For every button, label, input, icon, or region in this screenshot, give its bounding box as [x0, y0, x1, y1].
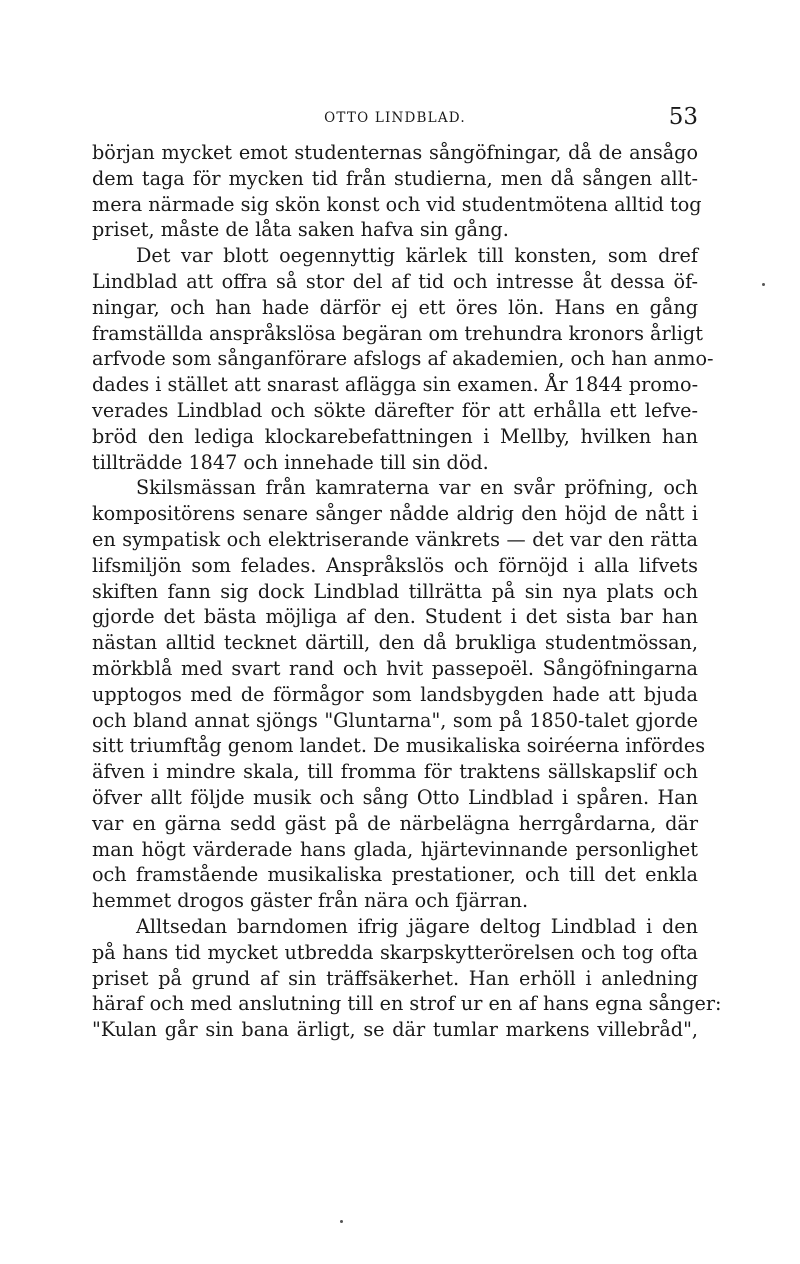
text-line: dem taga för mycken tid från studierna, men då sången allt-	[92, 166, 698, 190]
page-number: 53	[668, 104, 698, 130]
text-line: och bland annat sjöngs "Gluntarna", som på 1850-talet gjorde	[92, 708, 698, 732]
text-line: Det var blott oegennyttig kärlek till konsten, som dref	[136, 244, 698, 268]
paragraph-1	[92, 140, 702, 243]
text-line: kompositörens senare sånger nådde aldrig den höjd de nått i	[92, 502, 698, 526]
text-line: Alltsedan barndomen ifrig jägare deltog Lindblad i den	[136, 914, 698, 938]
paragraph-4	[92, 914, 722, 1043]
text-line: bröd den lediga klockarebefattningen i Mellby, hvilken han	[92, 424, 698, 448]
text-line: och framstående musikaliska prestationer, och till det enkla	[92, 863, 698, 887]
text-line: priset, måste de låta saken hafva sin gång.	[92, 218, 509, 242]
text-line: nästan alltid tecknet därtill, den då brukliga studentmössan,	[92, 631, 698, 655]
text-line: framställda anspråkslösa begäran om trehundra kronors årligt	[92, 321, 703, 345]
text-line: dades i stället att snarast aflägga sin examen. År 1844 promo-	[92, 373, 699, 397]
text-line: upptogos med de förmågor som landsbygden hade att bjuda	[92, 682, 698, 706]
paragraph-3	[92, 475, 706, 914]
text-line: Skilsmässan från kamraterna var en svår pröfning, och	[136, 476, 698, 500]
text-line: ningar, och han hade därför ej ett öres lön. Hans en gång	[92, 295, 698, 319]
text-line: arfvode som sånganförare afslogs af akademien, och han anmo-	[92, 347, 714, 371]
text-line: var en gärna sedd gäst på de närbelägna herrgårdarna, där	[92, 811, 698, 835]
text-line: gjorde det bästa möjliga af den. Student i det sista bar han	[92, 605, 698, 629]
text-line: Lindblad att offra så stor del af tid och intresse åt dessa öf-	[92, 269, 698, 293]
text-line: priset på grund af sin träffsäkerhet. Han erhöll i anledning	[92, 966, 698, 990]
text-line: en sympatisk och elektriserande vänkrets — det var den rätta	[92, 527, 698, 551]
running-title: OTTO LINDBLAD.	[324, 110, 466, 126]
text-line: "Kulan går sin bana ärligt, se där tumlar markens villebråd",	[92, 1018, 698, 1042]
text-line: lifsmiljön som felades. Anspråkslös och förnöjd i alla lifvets	[92, 553, 698, 577]
text-line: verades Lindblad och sökte därefter för att erhålla ett lefve-	[92, 398, 698, 422]
text-line: skiften fann sig dock Lindblad tillrätta på sin nya plats och	[92, 579, 698, 603]
text-line: tillträdde 1847 och innehade till sin död.	[92, 450, 489, 474]
text-line: mörkblå med svart rand och hvit passepoël. Sångöfningarna	[92, 656, 698, 680]
running-head	[92, 100, 698, 140]
text-line: häraf och med anslutning till en strof ur en af hans egna sånger:	[92, 992, 722, 1016]
scan-speck	[762, 283, 765, 286]
text-line: hemmet drogos gäster från nära och fjärran.	[92, 889, 529, 913]
text-line: mera närmade sig skön konst och vid studentmötena alltid tog	[92, 192, 702, 216]
paragraph-2	[92, 243, 714, 475]
text-line: äfven i mindre skala, till fromma för traktens sällskapslif och	[92, 760, 698, 784]
body-text	[92, 140, 722, 1043]
scan-speck	[340, 1220, 343, 1223]
text-line: början mycket emot studenternas sångöfningar, då de ansågo	[92, 141, 698, 164]
book-page	[92, 100, 722, 1043]
text-line: öfver allt följde musik och sång Otto Lindblad i spåren. Han	[92, 785, 698, 809]
text-line: på hans tid mycket utbredda skarpskytterörelsen och tog ofta	[92, 940, 698, 964]
text-line: sitt triumftåg genom landet. De musikaliska soiréerna infördes	[92, 734, 706, 758]
text-line: man högt värderade hans glada, hjärtevinnande personlighet	[92, 837, 698, 861]
